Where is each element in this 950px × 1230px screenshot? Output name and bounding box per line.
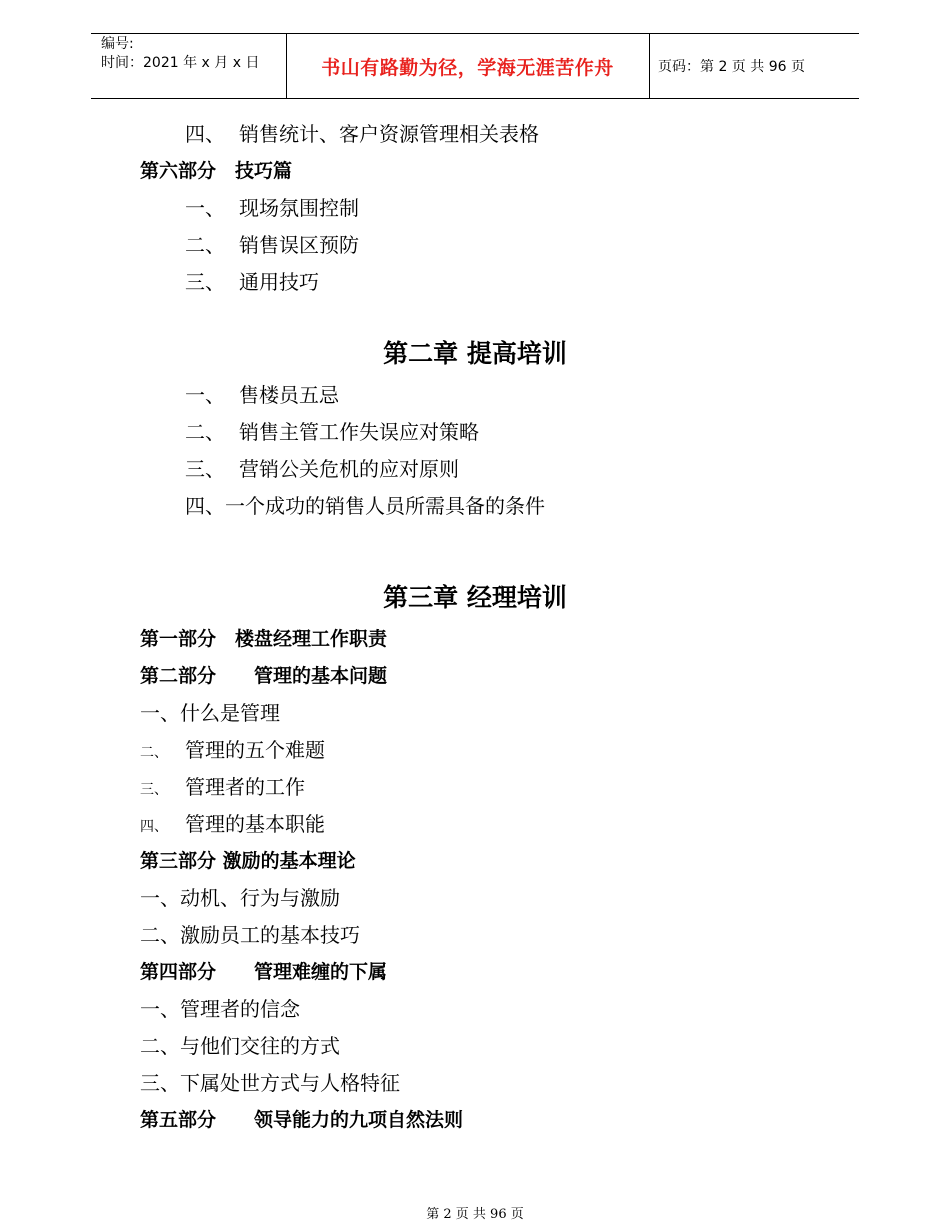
toc-entry-text: 管理的五个难题 [185, 738, 325, 762]
page-header [91, 33, 859, 99]
toc-entry: 三、下属处世方式与人格特征 [140, 1071, 400, 1095]
toc-entry: 二、与他们交往的方式 [140, 1034, 340, 1058]
toc-entry-text: 销售主管工作失误应对策略 [239, 420, 479, 444]
toc-entry-text: 通用技巧 [239, 270, 319, 294]
toc-entry-text: 售楼员五忌 [239, 383, 339, 407]
toc-entry-number: 三、 [140, 782, 168, 798]
toc-entry [140, 736, 325, 767]
chapter-heading: 第二章 提高培训 [383, 339, 567, 368]
toc-entry [185, 418, 479, 446]
toc-entry: 一、动机、行为与激励 [140, 886, 340, 910]
header-page-label: 页码：第 2 页 共 96 页 [658, 59, 805, 75]
toc-entry-number: 三、 [185, 457, 225, 481]
header-meta [101, 35, 259, 73]
toc-entry [185, 231, 359, 259]
toc-entry-number: 四、 [140, 819, 168, 835]
toc-entry-text: 营销公关危机的应对原则 [239, 457, 459, 481]
toc-entry [185, 268, 319, 296]
toc-section-heading: 第四部分 管理难缠的下属 [140, 961, 388, 983]
toc-entry-number: 二、 [185, 233, 225, 257]
toc-entry [140, 810, 325, 841]
header-motto: 书山有路勤为径，学海无涯苦作舟 [321, 56, 614, 79]
toc-entry [185, 381, 339, 409]
chapter-heading: 第三章 经理培训 [383, 583, 567, 612]
toc-section-heading: 第二部分 管理的基本问题 [140, 665, 388, 687]
toc-entry [185, 120, 539, 148]
toc-entry [185, 455, 459, 483]
page-footer: 第 2 页 共 96 页 [426, 1207, 524, 1222]
toc-entry-number: 三、 [185, 270, 225, 294]
toc-entry-text: 现场氛围控制 [239, 196, 359, 220]
toc-entry-text: 管理的基本职能 [185, 812, 325, 836]
toc-entry [185, 194, 359, 222]
toc-section-heading: 第五部分 领导能力的九项自然法则 [140, 1109, 464, 1131]
time-label: 时间：2021 年 x 月 x 日 [101, 55, 260, 71]
toc-section-heading: 第六部分 技巧篇 [140, 160, 293, 182]
toc-entry: 二、激励员工的基本技巧 [140, 923, 360, 947]
toc-entry: 四、一个成功的销售人员所需具备的条件 [185, 494, 545, 518]
toc-entry-text: 管理者的工作 [185, 775, 305, 799]
toc-entry-number: 二、 [140, 745, 168, 761]
header-divider-2 [649, 33, 650, 99]
toc-entry-number: 一、 [185, 196, 225, 220]
toc-entry-number: 一、 [185, 383, 225, 407]
toc-entry: 一、什么是管理 [140, 701, 280, 725]
toc-section-heading: 第三部分 激励的基本理论 [140, 850, 356, 872]
toc-entry [140, 773, 305, 804]
serial-label: 编号: [101, 36, 134, 52]
toc-entry-number: 四、 [185, 122, 225, 146]
toc-entry-text: 销售误区预防 [239, 233, 359, 257]
toc-entry-text: 销售统计、客户资源管理相关表格 [239, 122, 539, 146]
toc-section-heading: 第一部分 楼盘经理工作职责 [140, 628, 388, 650]
toc-entry-number: 二、 [185, 420, 225, 444]
toc-entry: 一、管理者的信念 [140, 997, 300, 1021]
